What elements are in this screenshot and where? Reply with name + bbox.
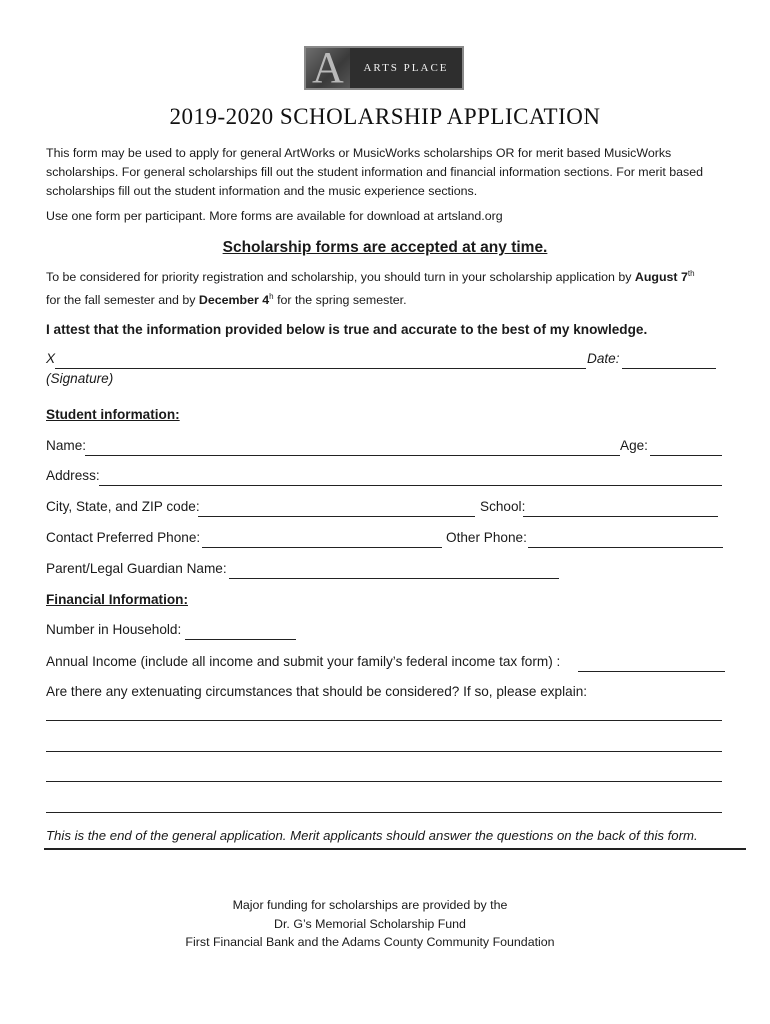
household-field[interactable] [185, 639, 296, 640]
one-form-note: Use one form per participant. More forms are available for download at artsland.org [46, 209, 503, 223]
household-label: Number in Household: [46, 622, 182, 637]
circumstances-label: Are there any extenuating circumstances that should be considered? If so, please explain: [46, 684, 588, 699]
logo-letter: A [312, 48, 344, 88]
logo-text: ARTS PLACE [363, 62, 449, 74]
preferred-phone-field[interactable] [202, 547, 442, 548]
student-info-heading: Student information: [46, 407, 180, 422]
signature-x-label: X [46, 351, 56, 366]
priority-text-3: for the spring semester. [273, 293, 407, 308]
date-label: Date: [587, 351, 620, 366]
signature-caption: (Signature) [46, 371, 114, 386]
arts-place-logo [304, 46, 464, 90]
other-phone-field[interactable] [528, 547, 723, 548]
logo-mark-icon [306, 48, 350, 88]
circumstances-line-4[interactable] [46, 812, 722, 813]
spring-deadline-suffix: h [269, 292, 274, 302]
annual-income-field[interactable] [578, 671, 725, 672]
funding-line-2: Dr. G’s Memorial Scholarship Fund [274, 917, 466, 931]
funding-line-1: Major funding for scholarships are provided by the [232, 898, 508, 912]
school-label: School: [480, 499, 526, 514]
annual-income-label: Annual Income (include all income and submit your family’s federal income tax form) : [46, 654, 561, 669]
guardian-name-label: Parent/Legal Guardian Name: [46, 561, 227, 576]
age-label: Age: [620, 438, 648, 453]
address-label: Address: [46, 468, 100, 483]
section-divider [44, 848, 746, 850]
date-field[interactable] [622, 368, 716, 369]
page-title: 2019-2020 SCHOLARSHIP APPLICATION [169, 104, 601, 129]
fall-deadline: August 7 [634, 270, 688, 285]
priority-text-2: for the fall semester and by [46, 293, 199, 308]
financial-info-heading: Financial Information: [46, 592, 188, 607]
signature-field[interactable] [55, 368, 586, 369]
circumstances-line-1[interactable] [46, 720, 722, 721]
circumstances-line-3[interactable] [46, 781, 722, 782]
attest-statement: I attest that the information provided below is true and accurate to the best of my knowledge. [46, 322, 648, 337]
accepted-heading: Scholarship forms are accepted at any time. [222, 239, 548, 256]
school-field[interactable] [523, 516, 718, 517]
circumstances-line-2[interactable] [46, 751, 722, 752]
preferred-phone-label: Contact Preferred Phone: [46, 530, 201, 545]
name-label: Name: [46, 438, 87, 453]
city-state-zip-field[interactable] [198, 516, 475, 517]
name-field[interactable] [85, 455, 620, 456]
address-field[interactable] [99, 485, 722, 486]
funding-line-3: First Financial Bank and the Adams County Community Foundation [185, 935, 555, 949]
fall-deadline-suffix: th [687, 269, 695, 278]
city-state-zip-label: City, State, and ZIP code: [46, 499, 200, 514]
priority-text-1: To be considered for priority registration and scholarship, you should turn in your scholarship application by [46, 270, 635, 285]
guardian-name-field[interactable] [229, 578, 559, 579]
end-note: This is the end of the general application. Merit applicants should answer the questions on the back of this form. [46, 828, 698, 843]
age-field[interactable] [650, 455, 722, 456]
intro-paragraph: This form may be used to apply for general ArtWorks or MusicWorks scholarships OR for merit based MusicWorks scholarships. For general scholarships fill out the student information and financial information sections. For merit based scholarships fill out the student information and the music experience sections. [46, 146, 704, 198]
spring-deadline: December 4 [198, 293, 270, 308]
other-phone-label: Other Phone: [446, 530, 527, 545]
priority-paragraph [46, 264, 736, 310]
